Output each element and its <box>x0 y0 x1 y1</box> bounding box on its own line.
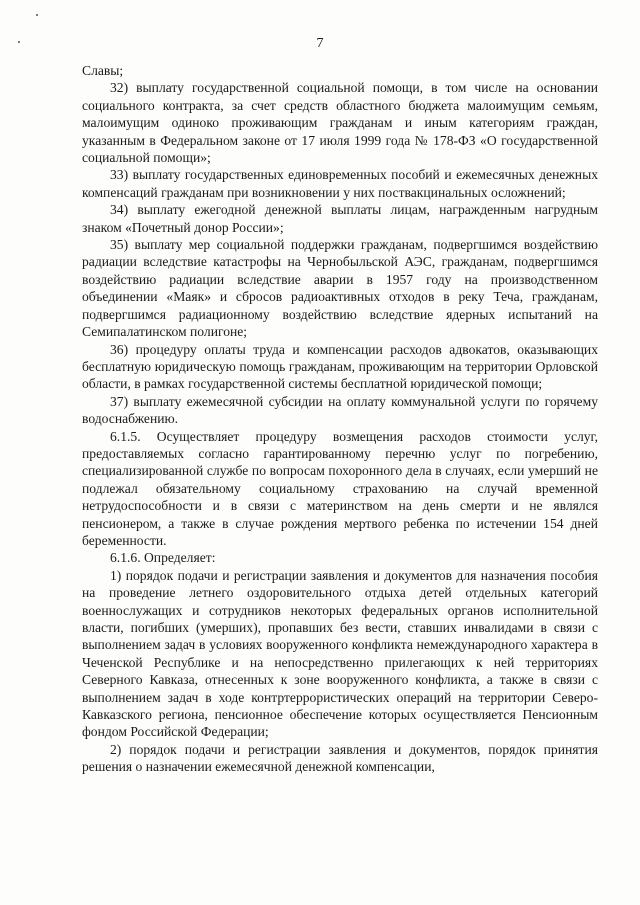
list-item-37: 37) выплату ежемесячной субсидии на оплату коммунальной услуги по горячему водоснабжению. <box>82 393 598 427</box>
list-item-33: 33) выплату государственных единовременных пособий и ежемесячных денежных компенсаций гражданам при возникновении у них поствакцинальных осложнений; <box>82 167 598 200</box>
subitem-1: 1) порядок подачи и регистрации заявления и документов для назначения пособия на проведение летнего оздоровительного отдыха детей отдельных категорий военнослужащих и сотрудников некоторых федеральных органов исполнительной власти, погибших (умерших), пропавших без вести, ставших инвалидами в связи с выполнением задач в условиях вооруженного конфликта немеждународного характера в Чеченской Республике и на непосредственно прилегающих к ней территориях Северного Кавказа, отнесенных к зоне вооруженного конфликта, а также в связи с выполнением задач в ходе контртеррористических операций на территории Северо-Кавказского региона, пенсионное обеспечение которых осуществляется Пенсионным фондом Российской Федерации; <box>82 567 598 740</box>
scan-speck <box>36 14 38 16</box>
list-item-32: 32) выплату государственной социальной помощи, в том числе на основании социального контракта, за счет средств областного бюджета малоимущим семьям, малоимущим одиноко проживающим гражданам и иным категориям граждан, указанным в Федеральном законе от 17 июля 1999 года № 178-ФЗ «О государственной социальной помощи»; <box>82 80 598 166</box>
section-6-1-5: 6.1.5. Осуществляет процедуру возмещения расходов стоимости услуг, предоставляемых согласно гарантированному перечню услуг по погребению, специализированной службе по вопросам похоронного дела в случаях, если умерший не подлежал обязательному социальному страхованию на случай временной нетрудоспособности и в связи с материнством на день смерти и не являлся пенсионером, а также в случае рождения мертвого ребенка по истечении 154 дней беременности. <box>82 428 598 548</box>
continuation-fragment: Славы; <box>82 63 124 78</box>
document-body <box>82 62 598 776</box>
subitem-2: 2) порядок подачи и регистрации заявления и документов, порядок принятия решения о назначении ежемесячной денежной компенсации, <box>82 741 598 775</box>
list-item-36: 36) процедуру оплаты труда и компенсации расходов адвокатов, оказывающих бесплатную юридическую помощь гражданам, проживающим на территории Орловской области, в рамках государственной системы бесплатной юридической помощи; <box>82 341 598 392</box>
section-6-1-6-heading: 6.1.6. Определяет: <box>110 550 216 566</box>
list-item-34: 34) выплату ежегодной денежной выплаты лицам, награжденным нагрудным знаком «Почетный донор России»; <box>82 202 598 235</box>
list-item-35: 35) выплату мер социальной поддержки гражданам, подвергшимся воздействию радиации вследствие катастрофы на Чернобыльской АЭС, гражданам, подвергшимся воздействию радиации вследствие аварии в 1957 году на производственном объединении «Маяк» и сбросов радиоактивных отходов в реку Теча, гражданам, подвергшимся радиационному воздействию вследствие ядерных испытаний на Семипалатинском полигоне; <box>82 237 598 340</box>
page-number: 7 <box>316 36 324 51</box>
